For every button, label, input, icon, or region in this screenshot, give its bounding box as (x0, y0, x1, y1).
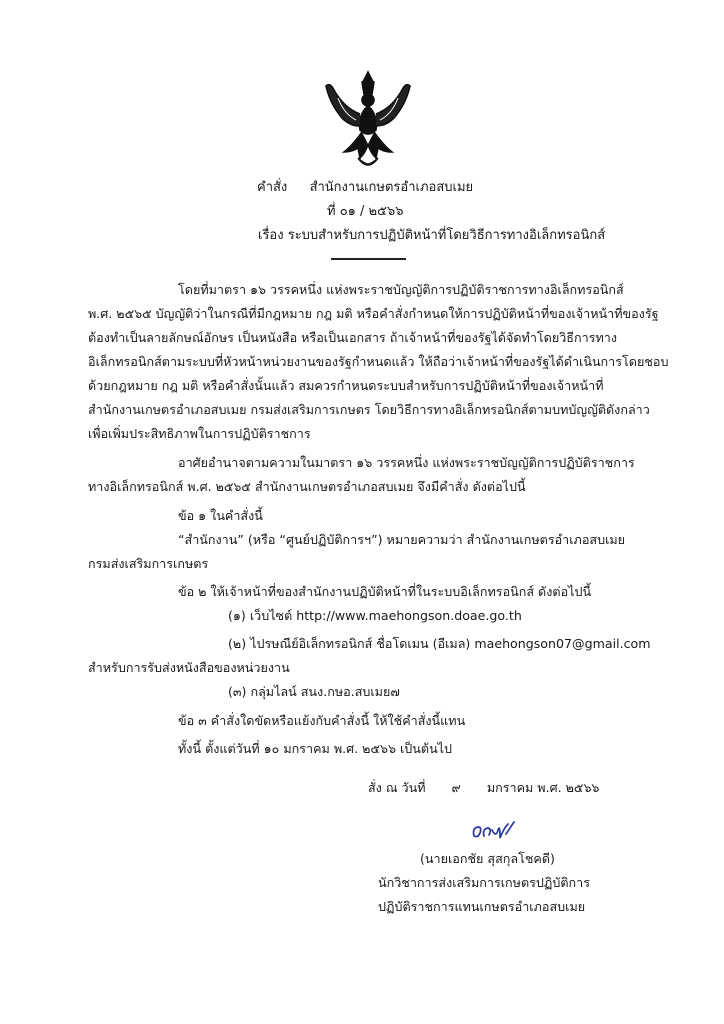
clause-3: ข้อ ๓ คำสั่งใดขัดหรือแย้งกับคำสั่งนี้ ให้ใช้คำสั่งนี้แทน (178, 713, 466, 728)
clause-2-title: ข้อ ๒ ให้เจ้าหน้าที่ของสำนักงานปฏิบัติหน้าที่ในระบบอิเล็กทรอนิกส์ ดังต่อไปนี้ (178, 584, 592, 599)
p1-line-6: สำนักงานเกษตรอำเภอสบเมย กรมส่งเสริมการเกษตร โดยวิธีการทางอิเล็กทรอนิกส์ตามบทบัญญัติดังกล่าว (88, 402, 650, 417)
clause-1-line-1: “สำนักงาน” (หรือ “ศูนย์ปฏิบัติการฯ”) หมายความว่า สำนักงานเกษตรอำเภอสบเมย (178, 532, 626, 547)
office-name: สำนักงานเกษตรอำเภอสบเมย (309, 180, 474, 195)
order-month-year: มกราคม พ.ศ. ๒๕๖๖ (486, 780, 600, 795)
order-label: คำสั่ง (257, 180, 288, 195)
ordered-at-label: สั่ง ณ วันที่ (368, 780, 426, 795)
order-date (368, 780, 599, 796)
clause-2-item-line-group: (๓) กลุ่มไลน์ สนง.กษอ.สบเมย๗ (228, 684, 400, 699)
signer-name: (นายเอกชัย สุสกุลโชคดี) (420, 851, 555, 866)
effective-date: ทั้งนี้ ตั้งแต่วันที่ ๑๐ มกราคม พ.ศ. ๒๕๖๖ เป็นต้นไป (178, 741, 453, 756)
p1-line-7: เพื่อเพิ่มประสิทธิภาพในการปฏิบัติราชการ (88, 426, 311, 441)
order-number: ที่ ๐๑ / ๒๕๖๖ (327, 204, 404, 219)
p2-line-1: อาศัยอำนาจตามความในมาตรา ๑๖ วรรคหนึ่ง แห่งพระราชบัญญัติการปฏิบัติราชการ (178, 455, 635, 470)
clause-2-email-purpose: สำหรับการรับส่งหนังสือของหน่วยงาน (88, 660, 290, 675)
order-subject: เรื่อง ระบบสำหรับการปฏิบัติหน้าที่โดยวิธีการทางอิเล็กทรอนิกส์ (258, 228, 606, 243)
handwritten-signature-icon (470, 818, 518, 844)
p1-line-4: อิเล็กทรอนิกส์ตามระบบที่หัวหน้าหน่วยงานของรัฐกำหนดแล้ว ให้ถือว่าเจ้าหน้าที่ของรัฐได้ดำเนินการโดยชอบ (88, 354, 669, 369)
order-day: ๙ (451, 780, 461, 795)
signer-acting: ปฏิบัติราชการแทนเกษตรอำเภอสบเมย (378, 899, 586, 914)
clause-2-item-email: (๒) ไปรษณีย์อิเล็กทรอนิกส์ ชื่อโดเมน (อีเมล) maehongson07@gmail.com (228, 636, 651, 651)
p1-line-3: ต้องทำเป็นลายลักษณ์อักษร เป็นหนังสือ หรือเป็นเอกสาร ถ้าเจ้าหน้าที่ของรัฐได้จัดทำโดยวิธีการทาง (88, 330, 617, 345)
p2-line-2: ทางอิเล็กทรอนิกส์ พ.ศ. ๒๕๖๕ สำนักงานเกษตรอำเภอสบเมย จึงมีคำสั่ง ดังต่อไปนี้ (88, 479, 526, 494)
p1-line-1: โดยที่มาตรา ๑๖ วรรคหนึ่ง แห่งพระราชบัญญัติการปฏิบัติราชการทางอิเล็กทรอนิกส์ (178, 282, 624, 297)
order-title (257, 180, 473, 196)
signer-position: นักวิชาการส่งเสริมการเกษตรปฏิบัติการ (378, 875, 590, 890)
p1-line-5: ด้วยกฎหมาย กฎ มติ หรือคำสั่งนั้นแล้ว สมควรกำหนดระบบสำหรับการปฏิบัติหน้าที่ของเจ้าหน้าที่ (88, 378, 604, 393)
garuda-emblem-icon (322, 68, 414, 174)
clause-1-line-2: กรมส่งเสริมการเกษตร (88, 556, 209, 571)
clause-2-item-website: (๑) เว็บไซต์ http://www.maehongson.doae.go.th (228, 608, 522, 623)
header-divider (331, 258, 406, 260)
clause-1-title: ข้อ ๑ ในคำสั่งนี้ (178, 508, 263, 523)
p1-line-2: พ.ศ. ๒๕๖๕ บัญญัติว่าในกรณีที่มีกฎหมาย กฎ มติ หรือคำสั่งกำหนดให้การปฏิบัติหน้าที่ของเจ้าหน้าที่ของรัฐ (88, 306, 659, 321)
